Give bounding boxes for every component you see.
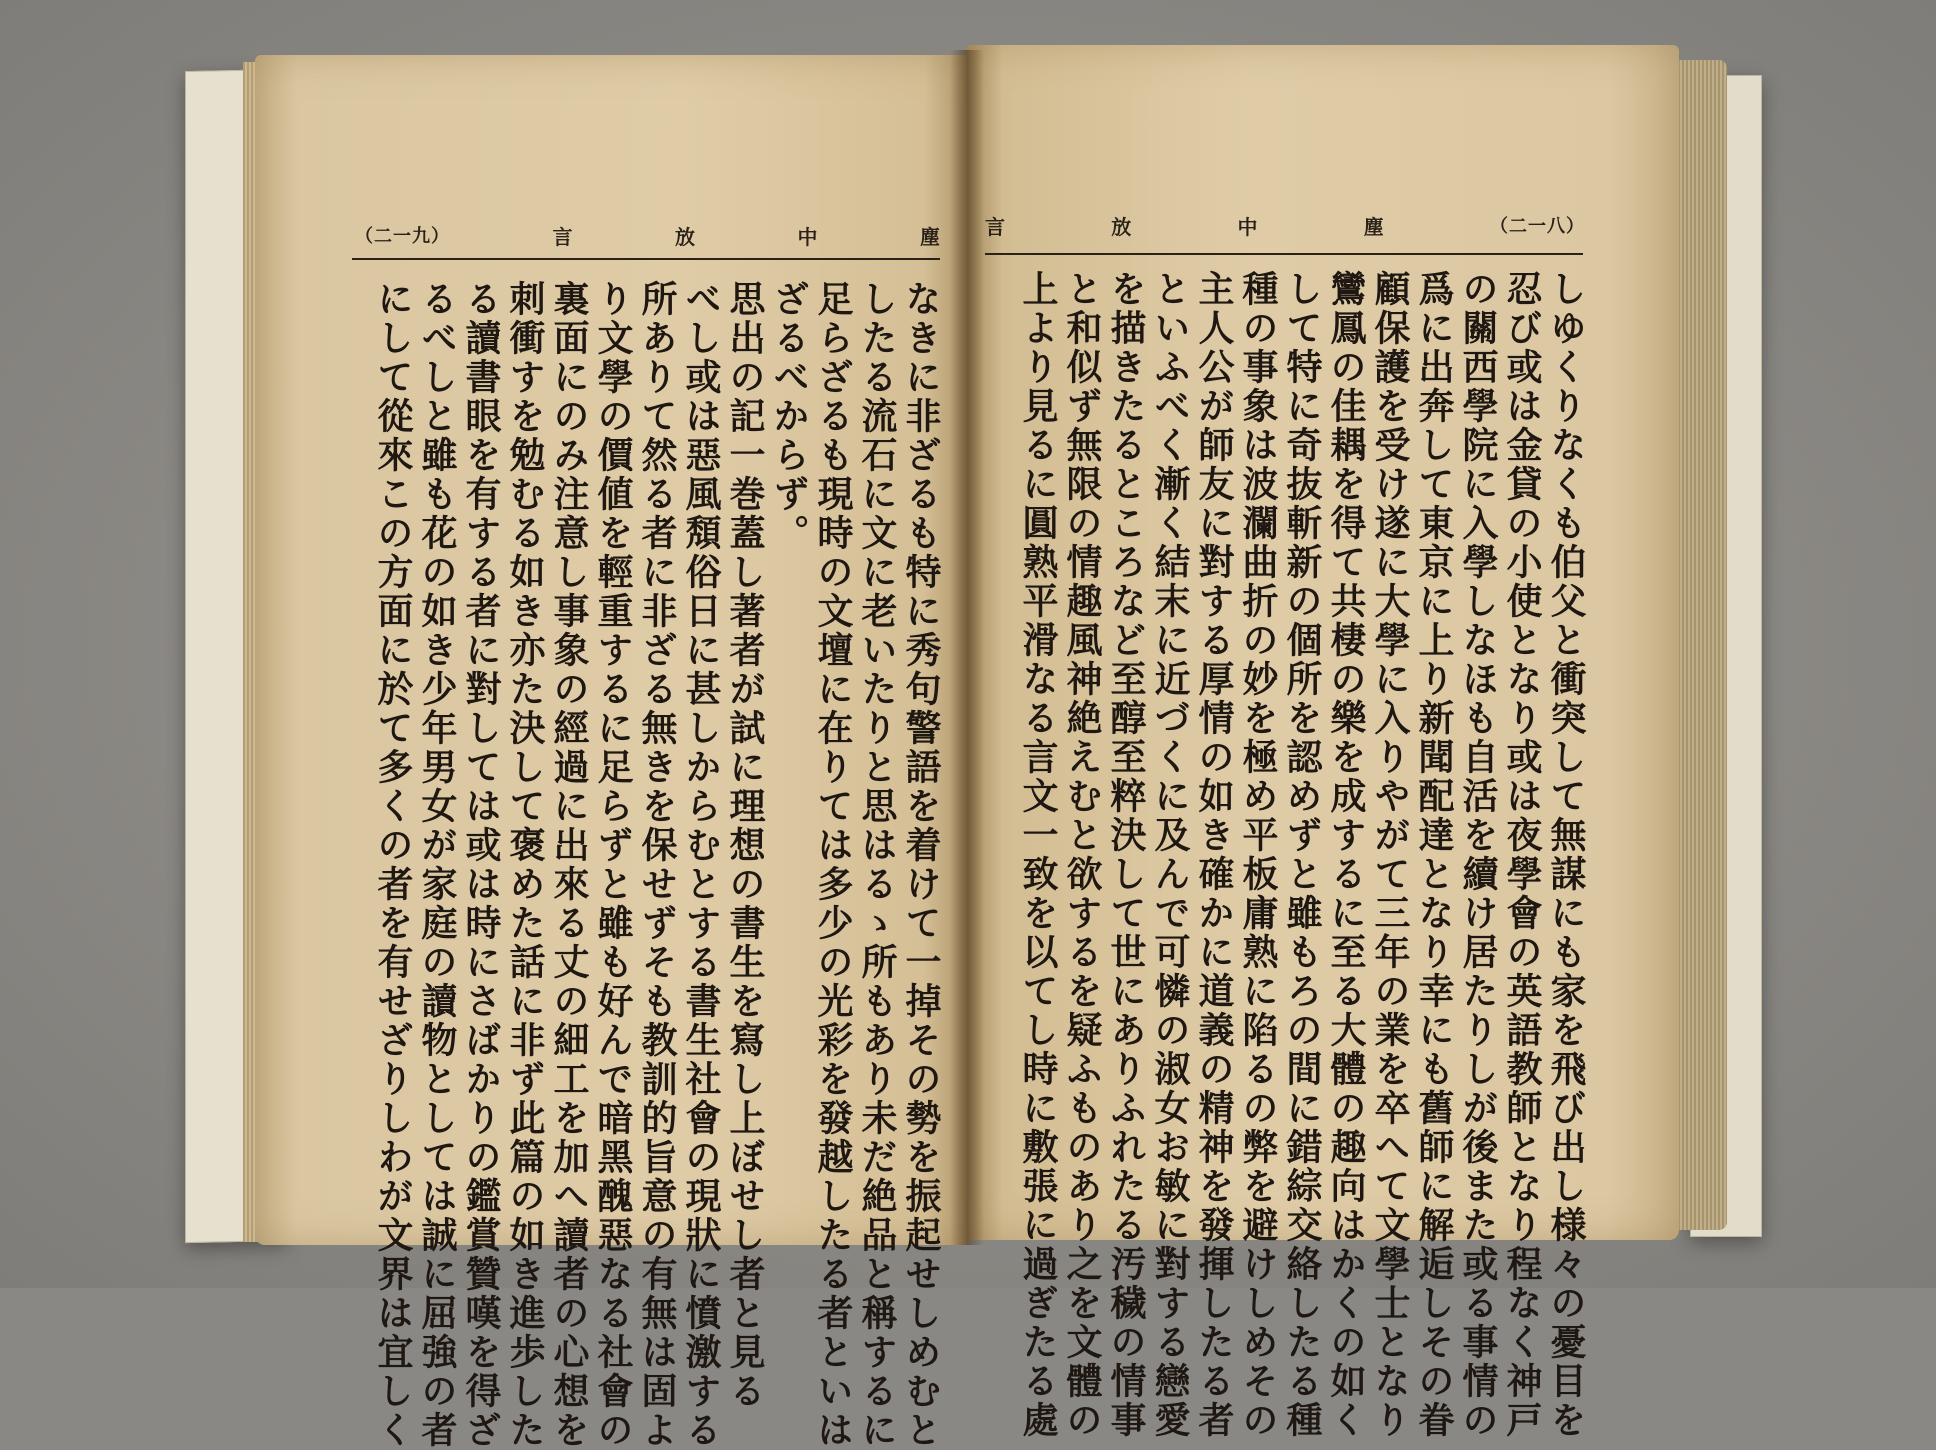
text-column: して特に奇抜斬新の個所を認めずと雖もろの間に錯綜交絡したる種	[1281, 270, 1323, 1440]
right-title-char: 中	[1237, 214, 1258, 239]
right-running-head	[985, 205, 1585, 245]
text-column: 思出の記一巻蓋し著者が試に理想の書生を寫し上ぼせし者と見る	[724, 280, 766, 1411]
text-column: の關西學院に入學しなほも自活を續け居たりしが後また或る事情の	[1457, 270, 1499, 1440]
text-column: るべしと雖も花の如き少年男女が家庭の讀物としては誠に屈強の者	[416, 280, 458, 1450]
book-gutter	[950, 50, 984, 1245]
left-title-char: 放	[675, 224, 695, 249]
text-column: り文學の價値を輕重するに足らずと雖も好んで暗黑醜惡なる社會の	[592, 280, 634, 1450]
text-column: しゆくりなくも伯父と衝突して無謀にも家を飛び出し様々の憂目を	[1545, 270, 1587, 1440]
left-body-text	[345, 280, 943, 1450]
text-column: したる流石に文に老いたりと思はるゝ所もあり未だ絶品と稱するに	[856, 280, 898, 1450]
text-column: 種の事象は波瀾曲折の妙を極め平板庸熟に陷るの弊を避けしめその	[1237, 270, 1279, 1440]
left-title-char: 中	[797, 224, 818, 249]
right-body-text	[990, 270, 1588, 1440]
right-page-number: （二一八）	[1490, 216, 1585, 237]
page-stack-right	[1672, 60, 1727, 1230]
right-title-char: 塵	[1363, 214, 1384, 239]
left-title-char: 言	[552, 224, 573, 249]
text-column: を描きたるところなど至醇至粹決して世にありふれたる汚穢の情事	[1105, 270, 1147, 1440]
text-column: ざるべからず。	[768, 280, 810, 553]
text-column: と和似ず無限の情趣風神絶えむと欲するを疑ふものあり之を文體の	[1061, 270, 1103, 1440]
right-title-char: 言	[985, 214, 1005, 239]
text-column: 鸞鳳の佳耦を得て共棲の樂を成するに至る大體の趣向はかくの如く	[1325, 270, 1367, 1440]
right-head-rule	[985, 253, 1583, 255]
text-column: べし或は惡風頽俗日に甚しからむとする書生社會の現狀に憤激する	[680, 280, 722, 1450]
text-column: 足らざるも現時の文壇に在りては多少の光彩を發越したる者といは	[812, 280, 854, 1450]
text-column: 上より見るに圓熟平滑なる言文一致を以てし時に敷張に過ぎたる處	[1017, 270, 1059, 1440]
text-column: といふべく漸く結末に近づくに及んで可憐の淑女お敏に對する戀愛	[1149, 270, 1191, 1440]
text-column: なきに非ざるも特に秀句警語を着けて一掉その勢を振起せしめむと	[900, 280, 942, 1450]
text-column: 裏面にのみ注意し事象の經過に出來る丈の細工を加へ讀者の心想を	[548, 280, 590, 1450]
text-column: 爲に出奔して東京に上り新聞配達となり幸にも舊師に解逅しその眷	[1413, 270, 1455, 1440]
text-column: 顧保護を受け遂に大學に入りやがて三年の業を卒へて文學士となり	[1369, 270, 1411, 1440]
text-column: る讀書眼を有する者に對しては或は時にさばかりの鑑賞贊嘆を得ざ	[460, 280, 502, 1450]
left-head-rule	[352, 258, 940, 260]
text-column: 主人公が師友に對する厚情の如き確かに道義の精神を發揮したる者	[1193, 270, 1235, 1440]
text-column: にして從來この方面に於て多くの者を有せざりしわが文界は宜しく	[372, 280, 414, 1450]
text-column: 所ありて然る者に非ざる無きを保せずそも教訓的旨意の有無は固よ	[636, 280, 678, 1450]
right-title-char: 放	[1111, 214, 1132, 239]
left-title-char: 塵	[920, 224, 940, 249]
text-column: 忍び或は金貸の小使となり或は夜學會の英語教師となり程なく神戸	[1501, 270, 1543, 1440]
left-page-number: （二一九）	[355, 226, 450, 247]
left-running-head	[355, 215, 940, 255]
text-column: 刺衝すを勉むる如き亦た決して褒めた話に非ず此篇の如き進歩した	[504, 280, 546, 1450]
